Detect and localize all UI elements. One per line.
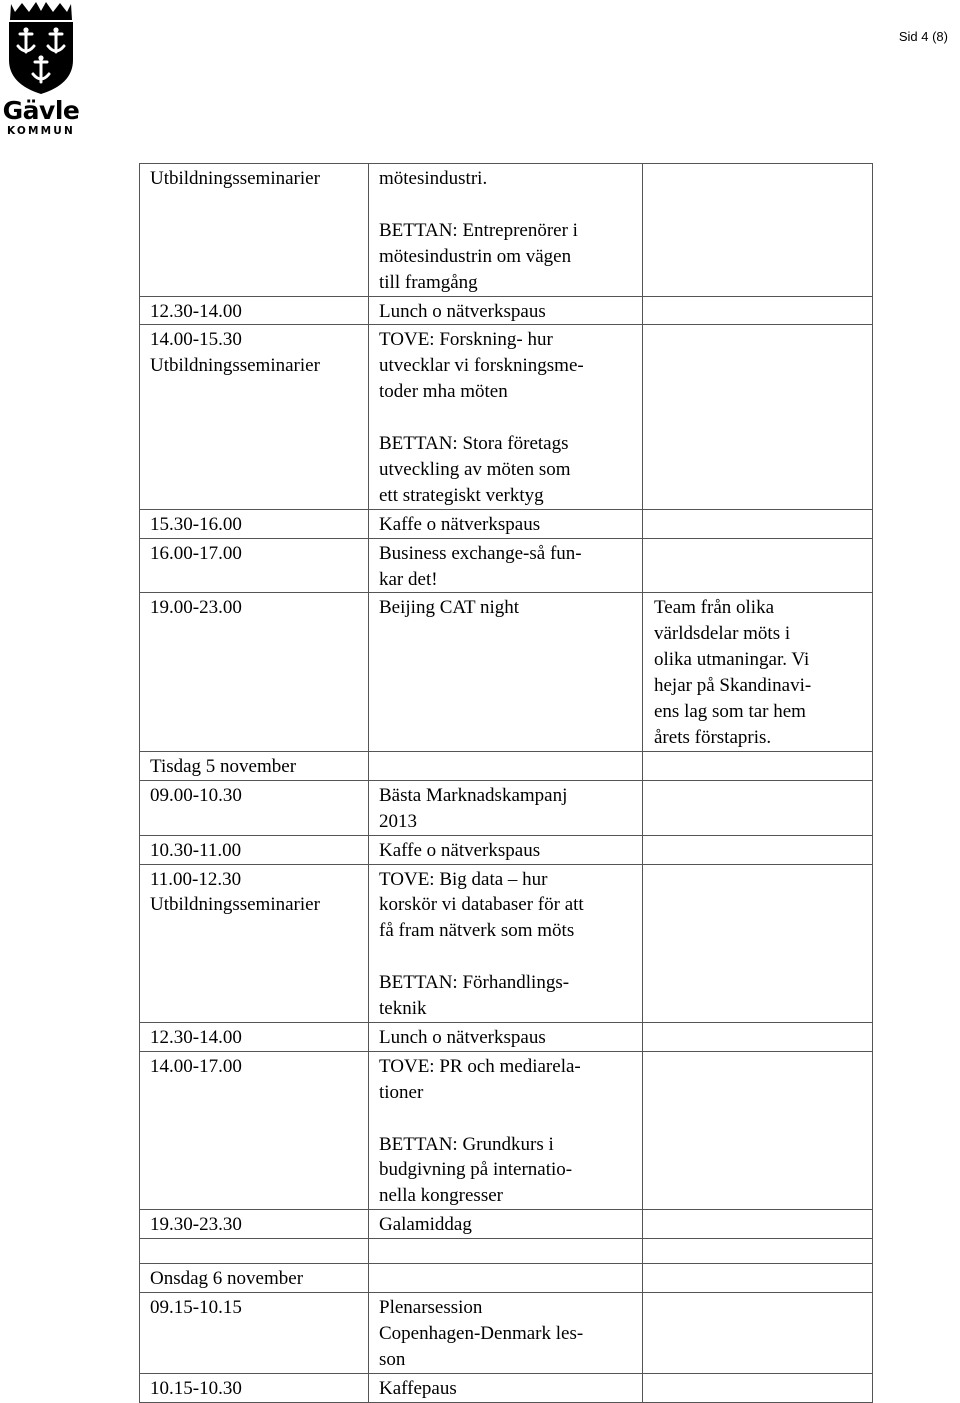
time-slot: 12.30-14.00 xyxy=(150,300,242,322)
event-text: mötesindustrin om vägen xyxy=(379,245,572,267)
event-cell xyxy=(369,1373,643,1402)
time-slot: 09.00-10.30 xyxy=(150,784,242,806)
note-cell xyxy=(643,509,873,538)
event-text: TOVE: PR och mediarela- xyxy=(379,1055,581,1077)
event-cell xyxy=(369,593,643,751)
note-cell xyxy=(643,325,873,509)
time-slot: Utbildningsseminarier xyxy=(150,894,320,916)
time-cell xyxy=(140,538,369,593)
schedule-row xyxy=(140,835,873,864)
time-slot: 09.15-10.15 xyxy=(150,1297,242,1319)
note-cell xyxy=(643,1051,873,1209)
event-cell xyxy=(369,1293,643,1374)
event-text: son xyxy=(379,1348,406,1370)
paragraph-gap xyxy=(379,405,632,431)
schedule-row xyxy=(140,296,873,325)
time-cell xyxy=(140,509,369,538)
event-text: 2013 xyxy=(379,810,417,832)
event-text: korskör vi databaser för att xyxy=(379,894,584,916)
event-cell xyxy=(369,835,643,864)
schedule-row xyxy=(140,864,873,1022)
note-cell xyxy=(643,593,873,751)
event-cell xyxy=(369,1210,643,1239)
event-text: BETTAN: Förhandlings- xyxy=(379,972,570,994)
note-text: olika utmaningar. Vi xyxy=(654,649,810,671)
gavle-kommun-logo xyxy=(0,0,82,140)
program-schedule-table xyxy=(139,163,873,1403)
empty-cell xyxy=(643,1239,873,1264)
event-text: TOVE: Big data – hur xyxy=(379,868,548,890)
event-text: Kaffe o nätverkspaus xyxy=(379,839,541,861)
note-text: världsdelar möts i xyxy=(654,623,791,645)
paragraph-gap xyxy=(379,1106,632,1132)
event-cell xyxy=(369,1264,643,1293)
event-text: BETTAN: Stora företags xyxy=(379,433,569,455)
schedule-row xyxy=(140,325,873,509)
schedule-row xyxy=(140,164,873,297)
note-cell xyxy=(643,864,873,1022)
note-cell xyxy=(643,538,873,593)
time-cell xyxy=(140,1373,369,1402)
note-cell xyxy=(643,751,873,780)
time-cell xyxy=(140,751,369,780)
event-text: Business exchange-så fun- xyxy=(379,542,582,564)
time-cell xyxy=(140,164,369,297)
spacer-row xyxy=(140,1239,873,1264)
event-text: mötesindustri. xyxy=(379,168,488,189)
note-text: hejar på Skandinavi- xyxy=(654,675,812,697)
paragraph-gap xyxy=(379,944,632,970)
time-cell xyxy=(140,864,369,1022)
note-cell xyxy=(643,1373,873,1402)
schedule-row xyxy=(140,509,873,538)
time-cell xyxy=(140,1264,369,1293)
event-cell xyxy=(369,780,643,835)
time-slot: Onsdag 6 november xyxy=(150,1268,304,1290)
event-text: Copenhagen-Denmark les- xyxy=(379,1323,584,1344)
time-slot: 16.00-17.00 xyxy=(150,542,242,564)
event-text: kar det! xyxy=(379,568,438,590)
event-cell xyxy=(369,1051,643,1209)
schedule-row xyxy=(140,1051,873,1209)
event-text: tioner xyxy=(379,1081,424,1103)
note-cell xyxy=(643,1264,873,1293)
time-cell xyxy=(140,1210,369,1239)
schedule-row xyxy=(140,1022,873,1051)
event-text: ett strategiskt verktyg xyxy=(379,484,544,506)
event-text: teknik xyxy=(379,998,427,1020)
event-cell xyxy=(369,864,643,1022)
schedule-row xyxy=(140,1264,873,1293)
time-slot: 19.30-23.30 xyxy=(150,1214,242,1236)
event-text: Kaffe o nätverkspaus xyxy=(379,513,541,535)
event-text: BETTAN: Grundkurs i xyxy=(379,1133,554,1155)
event-text: utveckling av möten som xyxy=(379,458,571,480)
schedule-row xyxy=(140,1373,873,1402)
time-slot: 14.00-15.30 xyxy=(150,329,242,351)
note-cell xyxy=(643,164,873,297)
page-number: Sid 4 (8) xyxy=(898,29,948,44)
event-text: utvecklar vi forskningsme- xyxy=(379,355,584,377)
time-cell xyxy=(140,593,369,751)
time-cell xyxy=(140,1051,369,1209)
note-text: ens lag som tar hem xyxy=(654,701,806,723)
time-cell xyxy=(140,1022,369,1051)
logo-subtitle: KOMMUN xyxy=(6,125,75,137)
event-cell xyxy=(369,1022,643,1051)
event-text: BETTAN: Entreprenörer i xyxy=(379,219,578,241)
time-slot: Utbildningsseminarier xyxy=(150,355,320,377)
schedule-row xyxy=(140,538,873,593)
note-cell xyxy=(643,835,873,864)
event-cell xyxy=(369,538,643,593)
note-cell xyxy=(643,1022,873,1051)
empty-cell xyxy=(369,1239,643,1264)
time-slot: 10.15-10.30 xyxy=(150,1377,242,1399)
event-text: Kaffepaus xyxy=(379,1377,457,1399)
note-cell xyxy=(643,1293,873,1374)
event-text: TOVE: Forskning- hur xyxy=(379,329,553,351)
empty-cell xyxy=(140,1239,369,1264)
note-text: Team från olika xyxy=(654,597,775,619)
event-text: nella kongresser xyxy=(379,1185,503,1207)
time-slot: 12.30-14.00 xyxy=(150,1026,242,1048)
event-text: budgivning på internatio- xyxy=(379,1159,573,1181)
note-text: årets förstapris. xyxy=(654,727,772,748)
time-slot: Tisdag 5 november xyxy=(150,755,297,777)
session-type: Utbildningsseminarier xyxy=(150,168,320,189)
logo-name: Gävle xyxy=(2,96,80,125)
event-text: till framgång xyxy=(379,271,478,293)
schedule-row xyxy=(140,780,873,835)
schedule-row xyxy=(140,593,873,751)
time-cell xyxy=(140,835,369,864)
note-cell xyxy=(643,296,873,325)
note-cell xyxy=(643,1210,873,1239)
event-text: få fram nätverk som möts xyxy=(379,920,575,942)
time-slot: 10.30-11.00 xyxy=(150,839,242,861)
event-text: Lunch o nätverkspaus xyxy=(379,300,546,322)
time-slot: 19.00-23.00 xyxy=(150,597,242,619)
schedule-row xyxy=(140,1293,873,1374)
event-cell xyxy=(369,509,643,538)
coat-of-arms-icon xyxy=(0,0,82,98)
time-cell xyxy=(140,296,369,325)
event-text: Beijing CAT night xyxy=(379,597,520,619)
schedule-row xyxy=(140,1210,873,1239)
event-text: Bästa Marknadskampanj xyxy=(379,784,568,806)
time-cell xyxy=(140,325,369,509)
time-slot: 14.00-17.00 xyxy=(150,1055,242,1077)
event-text: Lunch o nätverkspaus xyxy=(379,1026,546,1048)
event-text: Plenarsession xyxy=(379,1297,483,1319)
event-cell xyxy=(369,751,643,780)
time-cell xyxy=(140,1293,369,1374)
event-text: toder mha möten xyxy=(379,381,508,403)
time-slot: 15.30-16.00 xyxy=(150,513,242,535)
time-slot: 11.00-12.30 xyxy=(150,868,242,890)
schedule-row xyxy=(140,751,873,780)
time-cell xyxy=(140,780,369,835)
event-cell xyxy=(369,296,643,325)
event-cell xyxy=(369,325,643,509)
note-cell xyxy=(643,780,873,835)
event-text: Galamiddag xyxy=(379,1214,472,1236)
event-cell xyxy=(369,164,643,297)
paragraph-gap xyxy=(379,192,632,218)
